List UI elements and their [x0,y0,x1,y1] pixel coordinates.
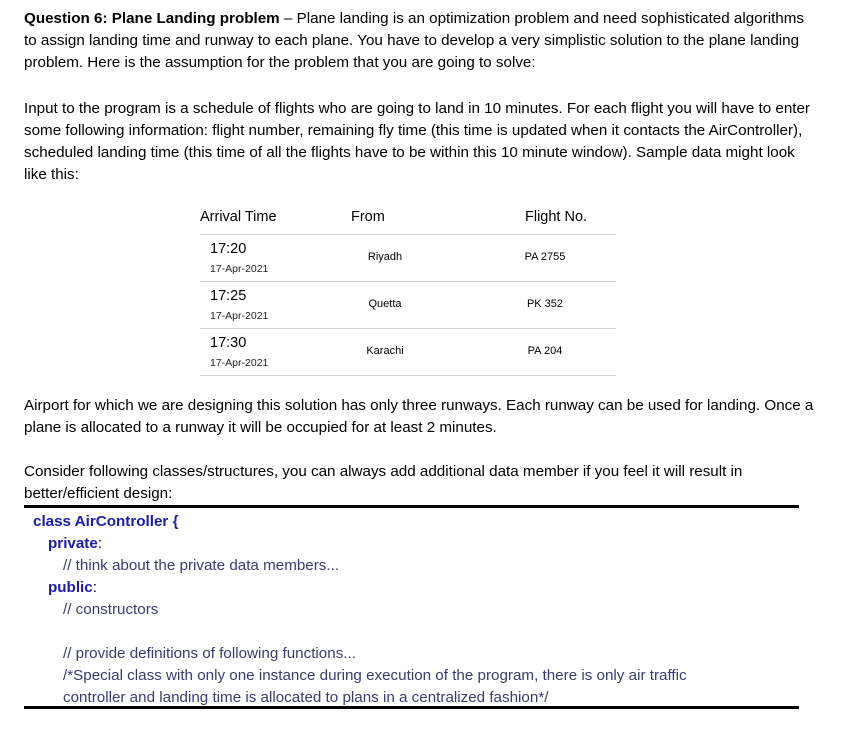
table-header-row [200,206,616,235]
arrival-time: 17:20 [210,241,247,257]
code-class-declaration [33,511,178,533]
question-intro-text: – Plane landing is an optimization problem and need sophisticated algorithms to assign landing time and runway to each plane. You have to develop a very simplistic solution to the plane landing problem. Here is the assumption for the problem that you are going to solve: [24,10,804,71]
code-box-bottom-rule [24,706,799,709]
flight-number: PA 2755 [524,251,566,263]
table-row [200,282,616,329]
arrival-date: 17-Apr-2021 [210,357,269,369]
code-definitions-comment: // provide definitions of following functions... [63,645,356,662]
flight-schedule-table [200,206,616,376]
runway-description-paragraph: Airport for which we are designing this solution has only three runways. Each runway can be used for landing. Once a plane is allocated to a runway it will be occupied for at least 2 minutes. [24,397,814,436]
arrival-date: 17-Apr-2021 [210,310,269,322]
input-description-paragraph: Input to the program is a schedule of flights who are going to land in 10 minutes. For each flight you will have to enter some following information: flight number, remaining fly time (this time is updated when it contacts the AirController), scheduled landing time (this time of all the flights have to be within this 10 minute window). Sample data might look like this: [24,100,810,183]
origin-city: Quetta [368,298,402,310]
class-name: AirController [71,513,169,530]
class-keyword: class [33,513,72,530]
code-private-comment: // think about the private data members... [63,557,340,574]
code-special-comment-line1: /*Special class with only one instance during execution of the program, there is only air traffic [63,667,687,684]
code-public-label [48,577,97,599]
public-keyword: public [48,579,93,596]
question-heading: Question 6: Plane Landing problem [24,10,280,27]
classes-description-paragraph: Consider following classes/structures, you can always add additional data member if you feel it will result in better/efficient design: [24,463,743,502]
header-flight-no: Flight No. [525,209,588,225]
public-colon: : [92,579,97,596]
header-from: From [351,209,385,225]
origin-city: Riyadh [367,251,403,263]
private-colon: : [97,535,103,552]
arrival-time: 17:25 [210,288,247,304]
table-row [200,329,616,376]
arrival-time: 17:30 [210,335,247,351]
flight-number: PK 352 [526,298,564,310]
private-keyword: private [48,535,98,552]
question-intro-paragraph [24,8,814,74]
flight-number: PA 204 [527,345,563,357]
arrival-date: 17-Apr-2021 [210,263,269,275]
code-box-top-rule [24,505,799,508]
table-row [200,235,616,282]
open-brace: { [168,513,179,530]
code-constructors-comment: // constructors [63,601,159,618]
code-special-comment-line2: controller and landing time is allocated to plans in a centralized fashion*/ [63,689,549,706]
code-private-label [48,533,102,555]
header-arrival-time: Arrival Time [200,209,277,225]
origin-city: Karachi [366,345,404,357]
